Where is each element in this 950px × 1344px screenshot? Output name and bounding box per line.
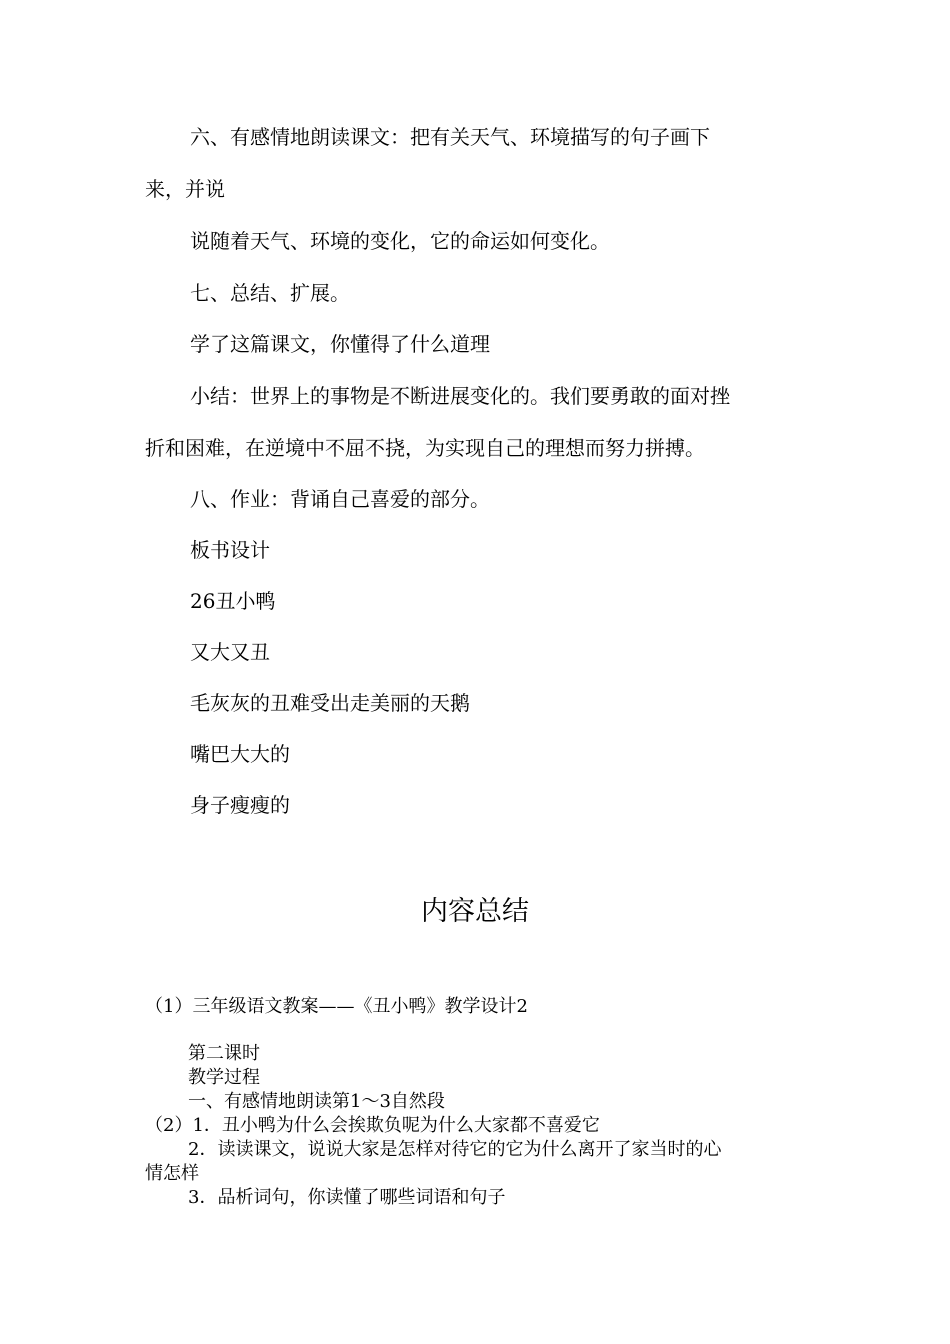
summary-line: （2）1．丑小鸭为什么会挨欺负呢为什么大家都不喜爱它 [145,1115,600,1136]
summary-line: 一、有感情地朗读第1～3自然段 [188,1091,445,1112]
summary-line: 第二课时 [188,1043,260,1064]
paragraph-line: 六、有感情地朗读课文：把有关天气、环境描写的句子画下 [190,125,710,149]
summary-line: 教学过程 [188,1067,260,1088]
summary-title: 内容总结 [421,896,529,927]
paragraph-line: 又大又丑 [190,640,270,664]
paragraph-line: 板书设计 [190,538,270,562]
paragraph-line: 小结：世界上的事物是不断进展变化的。我们要勇敢的面对挫 [190,384,730,408]
paragraph-line: 来，并说 [145,177,225,201]
paragraph-line: 说随着天气、环境的变化，它的命运如何变化。 [190,229,610,253]
paragraph-line: 八、作业：背诵自己喜爱的部分。 [190,487,490,511]
summary-line: 情怎样 [145,1163,199,1184]
paragraph-line: 嘴巴大大的 [190,742,290,766]
summary-line: 2．读读课文，说说大家是怎样对待它的它为什么离开了家当时的心 [188,1139,722,1160]
paragraph-line: 七、总结、扩展。 [190,281,350,305]
summary-line: （1）三年级语文教案——《丑小鸭》教学设计2 [145,996,528,1017]
summary-line: 3．品析词句，你读懂了哪些词语和句子 [188,1187,506,1208]
paragraph-line: 26丑小鸭 [190,589,276,613]
paragraph-line: 身子瘦瘦的 [190,793,290,817]
paragraph-line: 折和困难，在逆境中不屈不挠，为实现自己的理想而努力拼搏。 [145,436,705,460]
paragraph-line: 毛灰灰的丑难受出走美丽的天鹅 [190,691,470,715]
paragraph-line: 学了这篇课文，你懂得了什么道理 [190,332,490,356]
